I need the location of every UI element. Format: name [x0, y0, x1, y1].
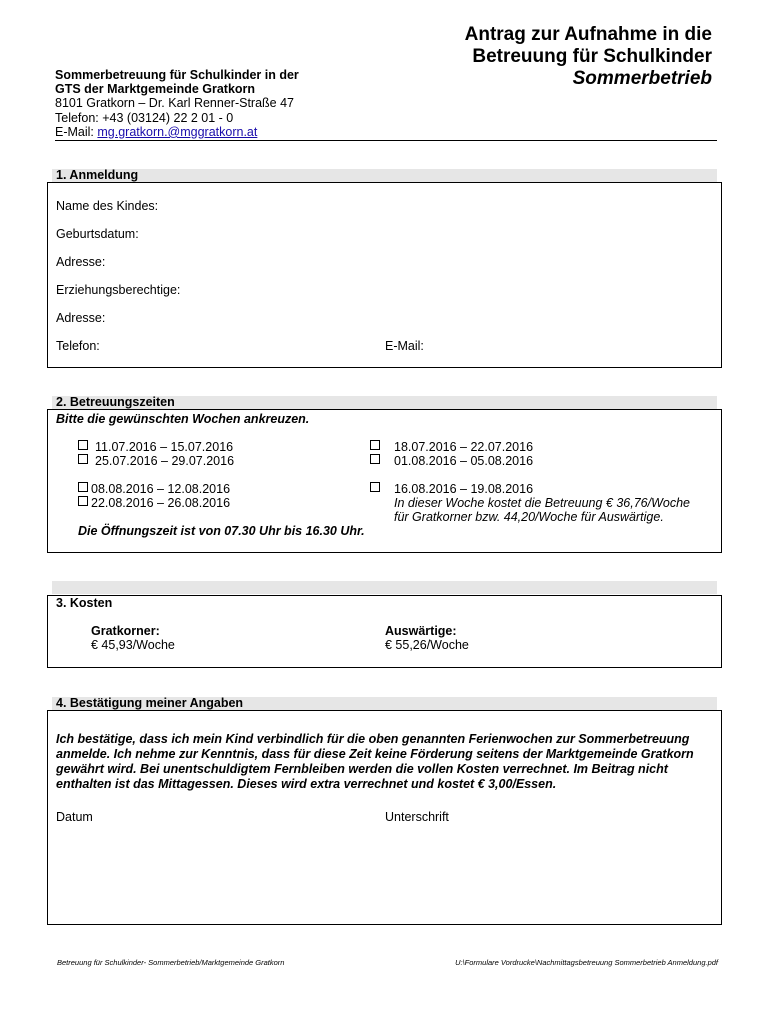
title-line-2: Betreuung für Schulkinder: [472, 46, 712, 67]
address-line-3: 8101 Gratkorn – Dr. Karl Renner-Straße 47: [55, 96, 295, 111]
date-label: Datum: [56, 810, 93, 824]
footer-left: Betreuung für Schulkinder- Sommerbetrieb/Marktgemeinde Gratkorn: [57, 958, 285, 967]
email-label: E-Mail:: [55, 124, 98, 139]
birthdate-label: Geburtsdatum:: [56, 227, 139, 241]
week-checkbox[interactable]: [78, 440, 88, 450]
address-line-1: Sommerbetreuung für Schulkinder in der: [55, 68, 299, 82]
section-3-heading: 3. Kosten: [56, 596, 113, 610]
week-checkbox[interactable]: [78, 482, 88, 492]
address-phone: Telefon: +43 (03124) 22 2 01 - 0: [55, 110, 234, 125]
guardian-address-label: Adresse:: [56, 311, 106, 325]
week-checkbox[interactable]: [370, 440, 380, 450]
address-block: [55, 68, 299, 139]
local-price-label: Gratkorner:: [91, 624, 160, 638]
week-price-note-1: In dieser Woche kostet die Betreuung € 36,76/Woche: [394, 496, 691, 510]
guardians-label: Erziehungsberechtige:: [56, 283, 181, 297]
address-line-2: GTS der Marktgemeinde Gratkorn: [55, 82, 256, 97]
section-4-heading: 4. Bestätigung meiner Angaben: [52, 697, 717, 710]
signature-label: Unterschrift: [385, 810, 449, 824]
header-divider: [55, 140, 717, 141]
section-1-heading: 1. Anmeldung: [52, 169, 717, 182]
week-option: 16.08.2016 – 19.08.2016: [394, 482, 534, 496]
address-label: Adresse:: [56, 255, 106, 269]
week-option: 08.08.2016 – 12.08.2016: [91, 482, 231, 496]
footer-right: U:\Formulare Vordrucke\Nachmittagsbetreuung Sommerbetrieb Anmeldung.pdf: [455, 958, 718, 967]
external-price-label: Auswärtige:: [385, 624, 457, 638]
title-line-3: Sommerbetrieb: [572, 68, 712, 89]
week-option: 01.08.2016 – 05.08.2016: [394, 454, 534, 468]
child-name-label: Name des Kindes:: [56, 199, 159, 213]
week-price-note-2: für Gratkorner bzw. 44,20/Woche für Auswärtige.: [394, 510, 664, 524]
section-2-heading: 2. Betreuungszeiten: [52, 396, 717, 409]
week-option: 11.07.2016 – 15.07.2016: [95, 440, 234, 454]
week-option: 25.07.2016 – 29.07.2016: [95, 454, 235, 468]
external-price-value: € 55,26/Woche: [385, 638, 469, 652]
phone-label: Telefon:: [56, 339, 100, 353]
local-price-value: € 45,93/Woche: [91, 638, 175, 652]
week-option: 22.08.2016 – 26.08.2016: [91, 496, 231, 510]
confirmation-text: Ich bestätige, dass ich mein Kind verbindlich für die oben genannten Ferienwochen zur Sommerbetreuung anmelde. Ich nehme zur Kenntnis, dass für diese Zeit keine Förderung seitens der Marktgemeinde Gratkorn gewährt wird. Bei unentschuldigtem Fernbleiben werden die vollen Kosten verrechnet. Im Beitrag nicht enthalten ist das Mittagessen. Dieses wird extra verrechnet und kostet € 3,00/Essen.: [56, 732, 694, 791]
section-3-band: [52, 581, 717, 594]
title-line-1: Antrag zur Aufnahme in die: [464, 24, 712, 45]
week-instruction: Bitte die gewünschten Wochen ankreuzen.: [56, 412, 310, 426]
document-title: [465, 24, 712, 90]
opening-hours: Die Öffnungszeit ist von 07.30 Uhr bis 16.30 Uhr.: [78, 524, 365, 538]
email-link[interactable]: mg.gratkorn.@mggratkorn.at: [97, 124, 258, 139]
address-email-row: [55, 125, 299, 139]
week-checkbox[interactable]: [78, 496, 88, 506]
week-checkbox[interactable]: [78, 454, 88, 464]
week-checkbox[interactable]: [370, 454, 380, 464]
week-option: 18.07.2016 – 22.07.2016: [394, 440, 534, 454]
email-field-label: E-Mail:: [385, 339, 424, 353]
week-checkbox[interactable]: [370, 482, 380, 492]
